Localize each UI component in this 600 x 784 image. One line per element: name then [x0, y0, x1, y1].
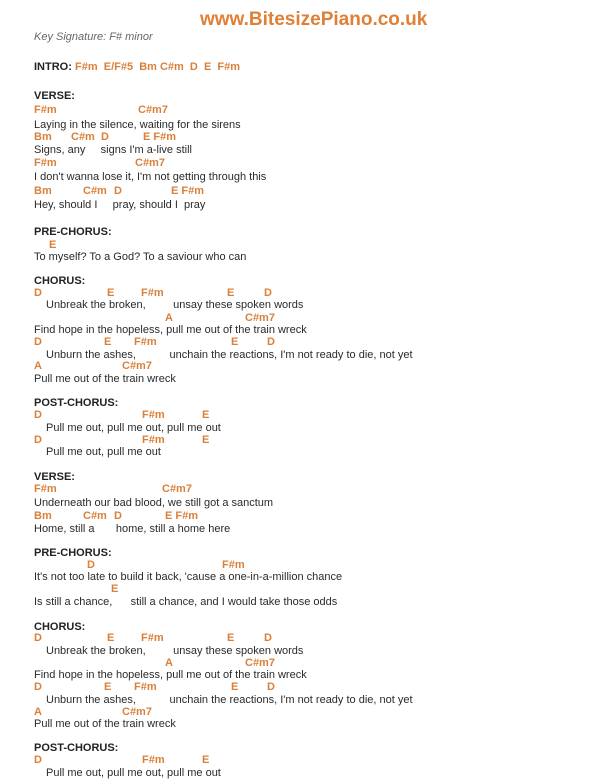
section-label: PRE-CHORUS: [34, 226, 112, 238]
chord: E [104, 336, 112, 348]
chord: E [202, 434, 210, 446]
chord: D [34, 434, 42, 446]
lyric-line: Hey, should I pray, should I pray [34, 199, 206, 211]
chord: D [267, 681, 275, 693]
chord: E F#m [171, 185, 205, 197]
chord: E [202, 409, 210, 421]
chord: D [264, 287, 272, 299]
chord: D [34, 287, 42, 299]
chord: C#m7 [138, 104, 168, 116]
chord: Bm [34, 185, 52, 197]
chord: C#m7 [122, 360, 152, 372]
lyric-line: Unburn the ashes, unchain the reactions, I'm not ready to die, not yet [46, 694, 413, 706]
chord: Bm [34, 131, 52, 143]
chord: D [34, 681, 42, 693]
chord: A [165, 657, 173, 669]
chord: A [165, 312, 173, 324]
lyric-line: Pull me out, pull me out, pull me out [46, 422, 221, 434]
chord: F#m [134, 336, 157, 348]
chord: D [34, 409, 42, 421]
chord: D [267, 336, 275, 348]
lyric-line: Unbreak the broken, unsay these spoken words [46, 299, 304, 311]
chord: E [231, 336, 239, 348]
chord: C#m [71, 131, 95, 143]
lyric-line: Pull me out, pull me out [46, 446, 161, 458]
chord: D [264, 632, 272, 644]
chord: E F#m [165, 510, 199, 522]
chord: D [34, 632, 42, 644]
chord: F#m [34, 157, 57, 169]
chord: D [34, 754, 42, 766]
chord: F#m [141, 287, 164, 299]
chord: F#m [142, 409, 165, 421]
section-label: VERSE: [34, 471, 75, 483]
chord: A [34, 706, 42, 718]
chord: D [101, 131, 109, 143]
lyric-line: Find hope in the hopeless, pull me out of the train wreck [34, 324, 307, 336]
section-label: POST-CHORUS: [34, 397, 119, 409]
lyric-line: To myself? To a God? To a saviour who can [34, 251, 247, 263]
intro-label: INTRO: [34, 61, 72, 73]
chord: Bm [34, 510, 52, 522]
lyric-line: Is still a chance, still a chance, and I would take those odds [34, 596, 338, 608]
chord: E [202, 754, 210, 766]
chord: D [114, 510, 122, 522]
chord: C#m7 [122, 706, 152, 718]
lyric-line: Laying in the silence, waiting for the sirens [34, 119, 241, 131]
key-signature: Key Signature: F# minor [34, 31, 153, 43]
chord: F#m [34, 104, 57, 116]
chord: E [227, 287, 235, 299]
lyric-line: Find hope in the hopeless, pull me out of the train wreck [34, 669, 307, 681]
section-label: PRE-CHORUS: [34, 547, 112, 559]
chord: C#m7 [245, 312, 275, 324]
section-label: POST-CHORUS: [34, 742, 119, 754]
chord: E [107, 632, 115, 644]
chord: F#m [34, 483, 57, 495]
chord: C#m7 [135, 157, 165, 169]
lyric-line: Pull me out, pull me out, pull me out [46, 767, 221, 779]
lyric-line: Pull me out of the train wreck [34, 718, 176, 730]
site-title[interactable]: www.BitesizePiano.co.uk [200, 9, 428, 30]
lyric-line: Unburn the ashes, unchain the reactions, I'm not ready to die, not yet [46, 349, 413, 361]
section-label: CHORUS: [34, 621, 86, 633]
chord: E [231, 681, 239, 693]
chord: F#m [141, 632, 164, 644]
lyric-line: It's not too late to build it back, 'cause a one-in-a-million chance [34, 571, 343, 583]
chord: C#m7 [162, 483, 192, 495]
chord: C#m [83, 185, 107, 197]
lyric-line: Underneath our bad blood, we still got a sanctum [34, 497, 274, 509]
chord: C#m [83, 510, 107, 522]
chord: E [107, 287, 115, 299]
intro-chords: F#m E/F#5 Bm C#m D E F#m [75, 61, 241, 73]
chord: A [34, 360, 42, 372]
chord: C#m7 [245, 657, 275, 669]
lyric-line: Pull me out of the train wreck [34, 373, 176, 385]
chord: D [87, 559, 95, 571]
chord: E [227, 632, 235, 644]
section-label: VERSE: [34, 90, 75, 102]
chord: D [34, 336, 42, 348]
chord: E F#m [143, 131, 177, 143]
chord: E [104, 681, 112, 693]
chord: E [49, 239, 57, 251]
lyric-line: Signs, any signs I'm a-live still [34, 144, 192, 156]
chord: F#m [222, 559, 245, 571]
lyric-line: Unbreak the broken, unsay these spoken words [46, 645, 304, 657]
lyric-line: Home, still a home, still a home here [34, 523, 231, 535]
chord: F#m [142, 434, 165, 446]
chord: E [111, 583, 119, 595]
chord: F#m [134, 681, 157, 693]
section-label: CHORUS: [34, 275, 86, 287]
chord: F#m [142, 754, 165, 766]
chord: D [114, 185, 122, 197]
lyric-line: I don't wanna lose it, I'm not getting through this [34, 171, 267, 183]
